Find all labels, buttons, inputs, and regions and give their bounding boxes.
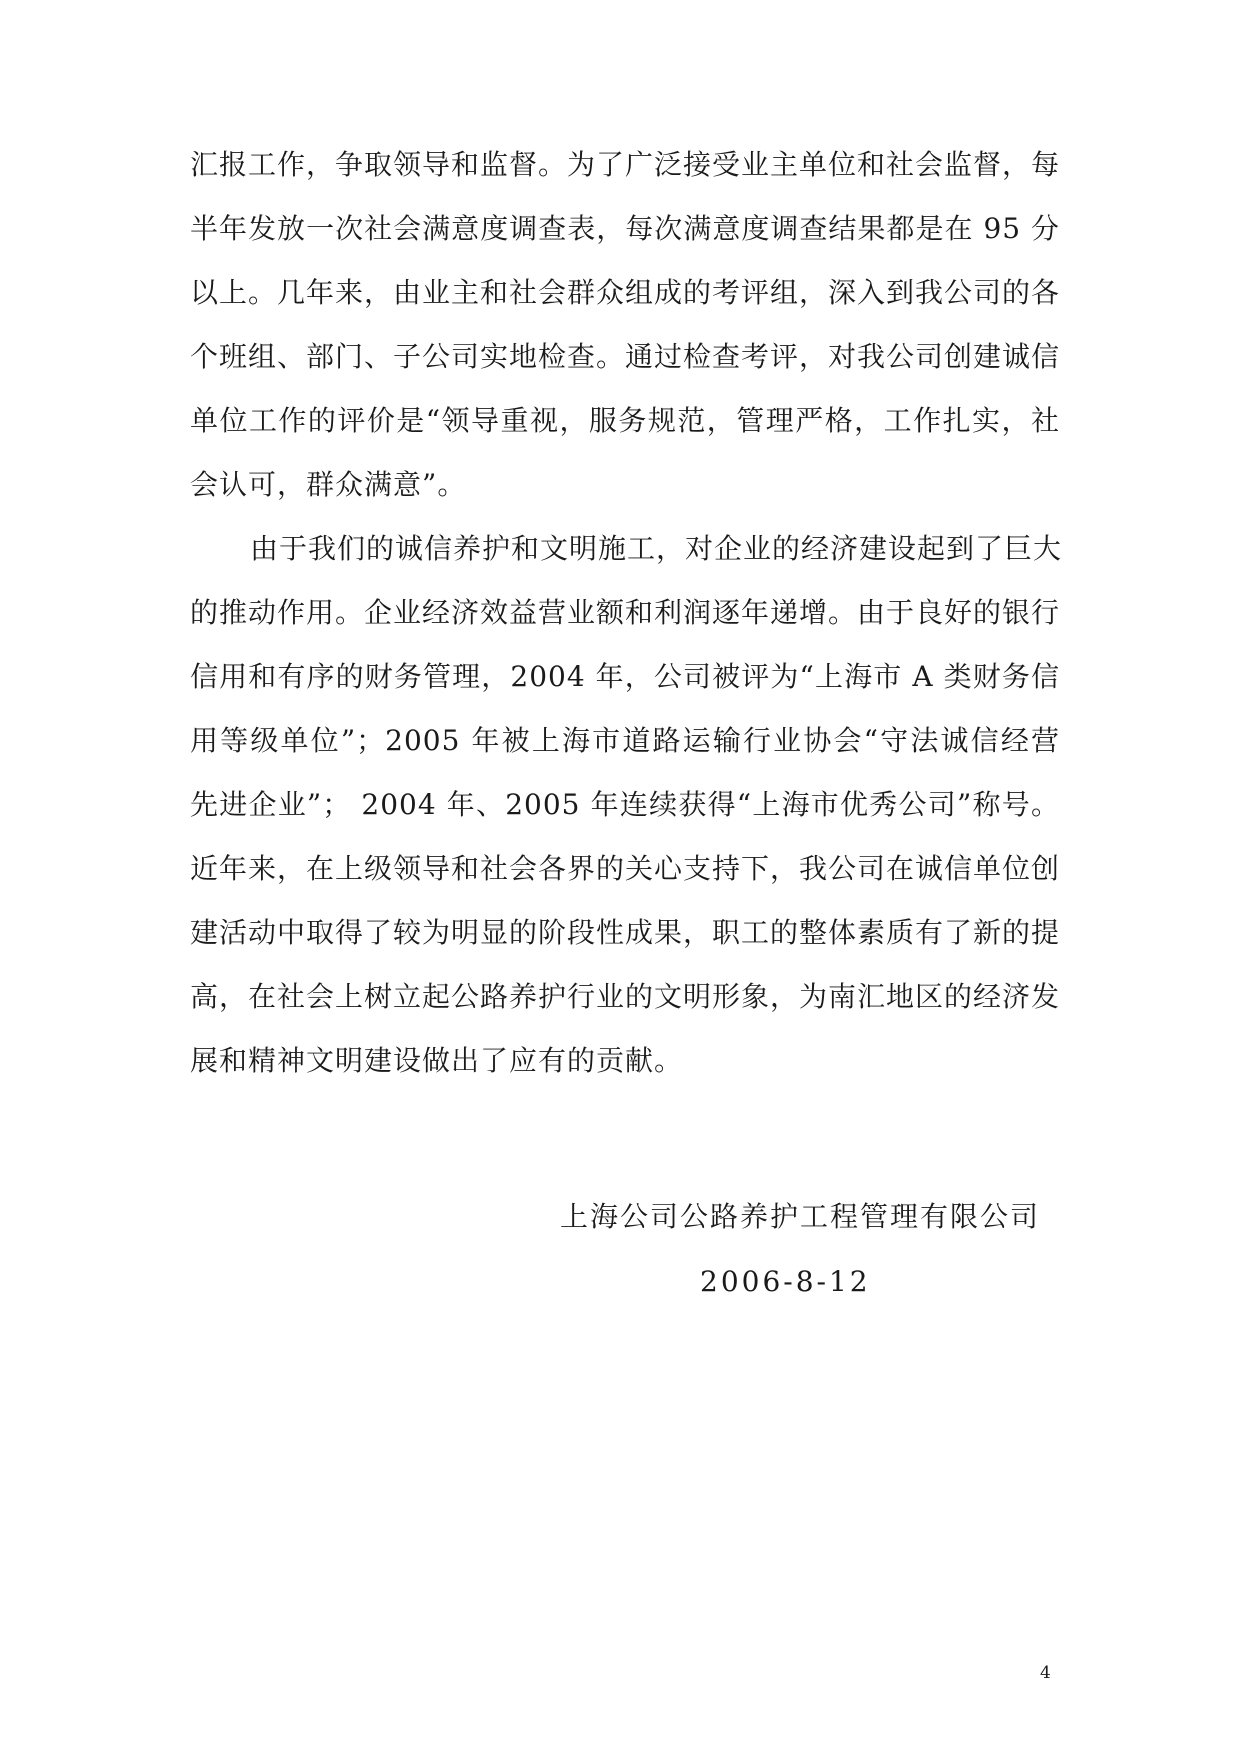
text-line: 单位工作的评价是“领导重视，服务规范，管理严格，工作扎实，社 <box>190 404 1060 437</box>
body-text <box>190 133 1063 1093</box>
text-line: 高，在社会上树立起公路养护行业的文明形象，为南汇地区的经济发 <box>190 980 1061 1013</box>
document-date: 2006-8-12 <box>700 1265 871 1298</box>
text-line: 会认可，群众满意”。 <box>190 468 467 501</box>
text-line: 的推动作用。企业经济效益营业额和利润逐年递增。由于良好的银行 <box>190 596 1061 629</box>
text-line: 信用和有序的财务管理，2004 年，公司被评为“上海市 A 类财务信 <box>190 660 1060 693</box>
text-line: 建活动中取得了较为明显的阶段性成果，职工的整体素质有了新的提 <box>190 916 1061 949</box>
page-number: 4 <box>1040 1663 1051 1683</box>
text-line: 汇报工作，争取领导和监督。为了广泛接受业主单位和社会监督，每 <box>190 148 1061 181</box>
company-signature: 上海公司公路养护工程管理有限公司 <box>560 1200 1041 1233</box>
text-line: 以上。几年来，由业主和社会群众组成的考评组，深入到我公司的各 <box>190 276 1061 309</box>
text-line: 由于我们的诚信养护和文明施工，对企业的经济建设起到了巨大 <box>250 532 1063 565</box>
text-line: 展和精神文明建设做出了应有的贡献。 <box>190 1044 684 1077</box>
text-line: 近年来，在上级领导和社会各界的关心支持下，我公司在诚信单位创 <box>190 852 1061 885</box>
text-line: 个班组、部门、子公司实地检查。通过检查考评，对我公司创建诚信 <box>190 340 1061 373</box>
text-line: 半年发放一次社会满意度调查表，每次满意度调查结果都是在 95 分 <box>190 212 1060 245</box>
text-line: 先进企业”； 2004 年、2005 年连续获得“上海市优秀公司”称号。 <box>190 788 1060 821</box>
text-line: 用等级单位”；2005 年被上海市道路运输行业协会“守法诚信经营 <box>190 724 1060 757</box>
